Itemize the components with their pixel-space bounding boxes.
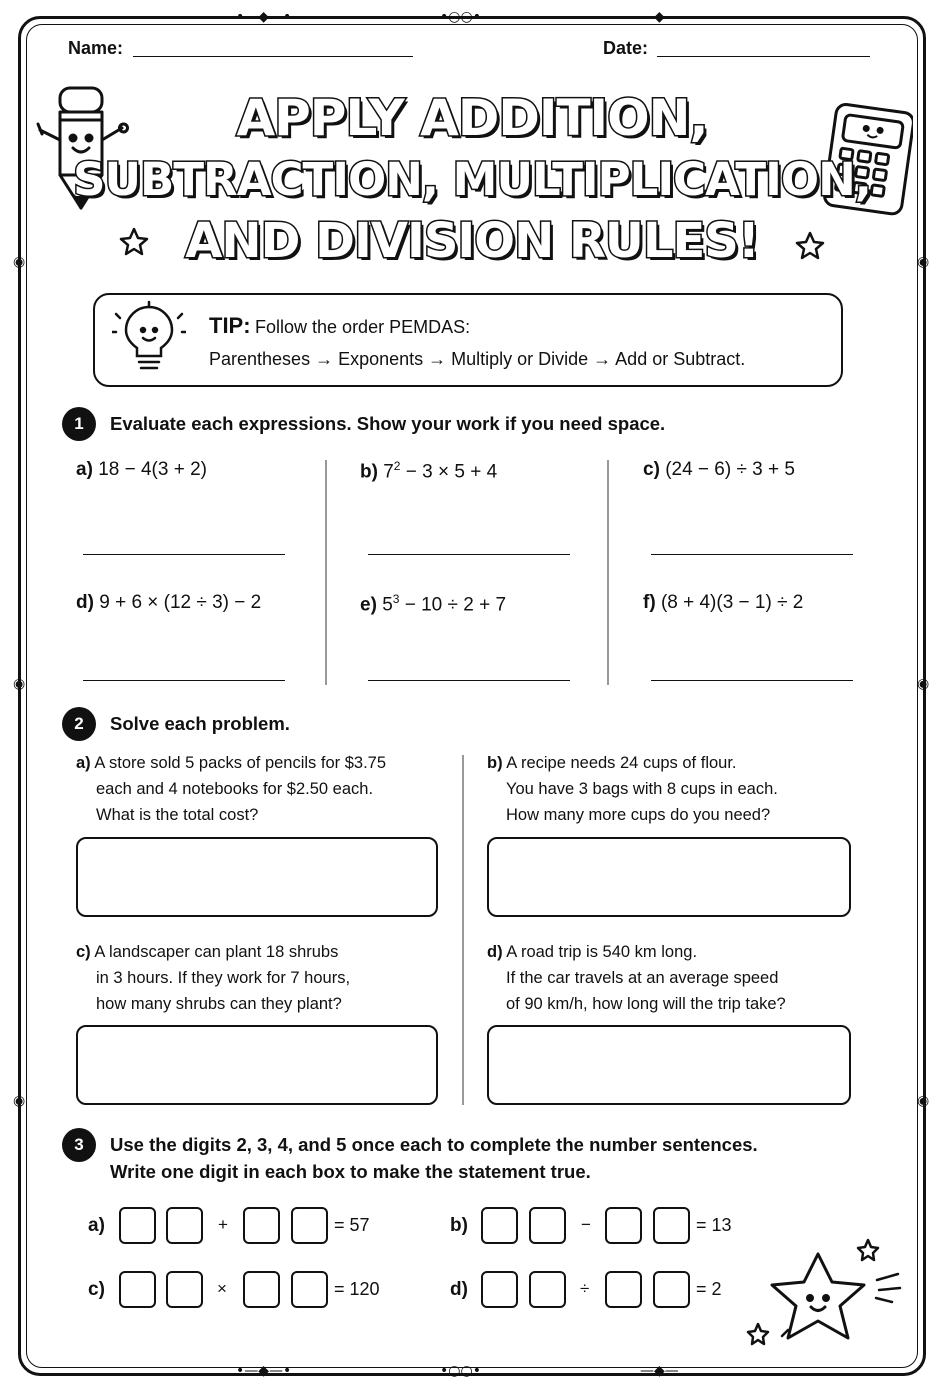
- border-ornament-icon: ◉: [917, 1093, 930, 1109]
- date-label: Date:: [603, 38, 649, 58]
- name-label: Name:: [68, 38, 124, 58]
- title-line-1: APPLY ADDITION,: [236, 89, 708, 147]
- border-ornament-icon: •○○•: [440, 9, 481, 25]
- section-2-heading: Solve each problem.: [110, 713, 290, 734]
- digit-box[interactable]: [119, 1271, 156, 1308]
- digit-box[interactable]: [119, 1207, 156, 1244]
- sentence-c-label: c): [88, 1279, 105, 1300]
- word-problem-2b: b) A recipe needs 24 cups of flour. You have 3 bags with 8 cups in each. How many more cups do you need?: [487, 754, 778, 824]
- column-divider: [462, 755, 464, 1105]
- sentence-a-operator: +: [218, 1215, 228, 1234]
- sentence-b-label: b): [450, 1215, 468, 1236]
- date-field[interactable]: [657, 55, 870, 57]
- problem-1e: e) $5^3 - 10 \div 2 + 7$: [360, 592, 507, 616]
- border-ornament-icon: —◆—: [640, 1363, 679, 1379]
- answer-line-1e[interactable]: [368, 680, 570, 681]
- digit-box[interactable]: [529, 1271, 566, 1308]
- answer-line-1d[interactable]: [83, 680, 285, 681]
- border-ornament-icon: •○○•: [440, 1363, 481, 1379]
- digit-box[interactable]: [653, 1207, 690, 1244]
- word-problem-2c: c) A landscaper can plant 18 shrubs in 3 hours. If they work for 7 hours, how many shrubs can they plant?: [76, 943, 351, 1013]
- word-problem-2a: a) A store sold 5 packs of pencils for $3.75 each and 4 notebooks for $2.50 each. What is the total cost?: [76, 754, 387, 824]
- problem-1d: d) 9 + 6 × (12 ÷ 3) − 2: [76, 592, 262, 613]
- border-ornament-icon: ◉: [13, 254, 26, 270]
- digit-box[interactable]: [481, 1207, 518, 1244]
- title-line-2: SUBTRACTION, MULTIPLICATION,: [73, 153, 871, 206]
- sentence-d-result: = 2: [696, 1279, 722, 1299]
- star-icon: [794, 230, 826, 262]
- column-divider: [607, 460, 609, 685]
- problem-1f: f) (8 + 4)(3 − 1) ÷ 2: [643, 592, 804, 613]
- section-3-heading-2: Write one digit in each box to make the statement true.: [110, 1161, 591, 1182]
- problem-1b: b) $7^2 - 3 \times 5 + 4$: [360, 459, 498, 483]
- title-line-3: AND DIVISION RULES!: [185, 213, 759, 269]
- tip-box: [93, 293, 843, 387]
- digit-box[interactable]: [243, 1207, 280, 1244]
- digit-box[interactable]: [291, 1207, 328, 1244]
- border-ornament-icon: ◉: [917, 676, 930, 692]
- section-1-badge: 1: [62, 407, 96, 441]
- problem-1a: a) 18 − 4(3 + 2): [76, 459, 207, 480]
- border-ornament-icon: ◉: [13, 676, 26, 692]
- tip-text-1: Follow the order PEMDAS:: [255, 317, 471, 337]
- digit-box[interactable]: [166, 1271, 203, 1308]
- section-3-heading-1: Use the digits 2, 3, 4, and 5 once each to complete the number sentences.: [110, 1134, 758, 1155]
- answer-line-1a[interactable]: [83, 554, 285, 555]
- digit-box[interactable]: [291, 1271, 328, 1308]
- sentence-c-result: = 120: [334, 1279, 380, 1299]
- sentence-a-result: = 57: [334, 1215, 370, 1235]
- border-ornament-icon: —◆—: [640, 9, 679, 25]
- border-ornament-icon: ◉: [917, 254, 930, 270]
- word-problem-2d: d) A road trip is 540 km long. If the car travels at an average speed of 90 km/h, how long will the trip take?: [487, 943, 786, 1013]
- name-field[interactable]: [133, 55, 413, 57]
- sentence-c-operator: ×: [217, 1279, 227, 1298]
- border-ornament-icon: •—◆—•: [236, 9, 292, 25]
- digit-box[interactable]: [166, 1207, 203, 1244]
- column-divider: [325, 460, 327, 685]
- digit-box[interactable]: [481, 1271, 518, 1308]
- answer-line-1b[interactable]: [368, 554, 570, 555]
- sentence-d-operator: ÷: [580, 1279, 590, 1298]
- tip-line-1: [209, 313, 470, 339]
- border-ornament-icon: •—◆—•: [236, 1363, 292, 1379]
- sentence-a-label: a): [88, 1215, 105, 1236]
- tip-text-2: Parentheses → Exponents → Multiply or Divide → Add or Subtract.: [209, 349, 746, 369]
- star-icon: [118, 226, 150, 258]
- section-1-heading: Evaluate each expressions. Show your work if you need space.: [110, 413, 666, 434]
- answer-box-2a[interactable]: [76, 837, 438, 917]
- sentence-d-label: d): [450, 1279, 468, 1300]
- section-2-badge: 2: [62, 707, 96, 741]
- digit-box[interactable]: [653, 1271, 690, 1308]
- lightbulb-icon: [112, 300, 186, 380]
- answer-line-1f[interactable]: [651, 680, 853, 681]
- answer-line-1c[interactable]: [651, 554, 853, 555]
- digit-box[interactable]: [529, 1207, 566, 1244]
- sentence-b-operator: −: [581, 1215, 591, 1234]
- answer-box-2d[interactable]: [487, 1025, 851, 1105]
- star-mascot-icon: [740, 1232, 910, 1357]
- digit-box[interactable]: [605, 1271, 642, 1308]
- border-ornament-icon: ◉: [13, 1093, 26, 1109]
- digit-box[interactable]: [605, 1207, 642, 1244]
- problem-1c: c) (24 − 6) ÷ 3 + 5: [643, 459, 795, 480]
- answer-box-2c[interactable]: [76, 1025, 438, 1105]
- tip-label: TIP:: [209, 313, 251, 338]
- answer-box-2b[interactable]: [487, 837, 851, 917]
- section-3-badge: 3: [62, 1128, 96, 1162]
- digit-box[interactable]: [243, 1271, 280, 1308]
- sentence-b-result: = 13: [696, 1215, 732, 1235]
